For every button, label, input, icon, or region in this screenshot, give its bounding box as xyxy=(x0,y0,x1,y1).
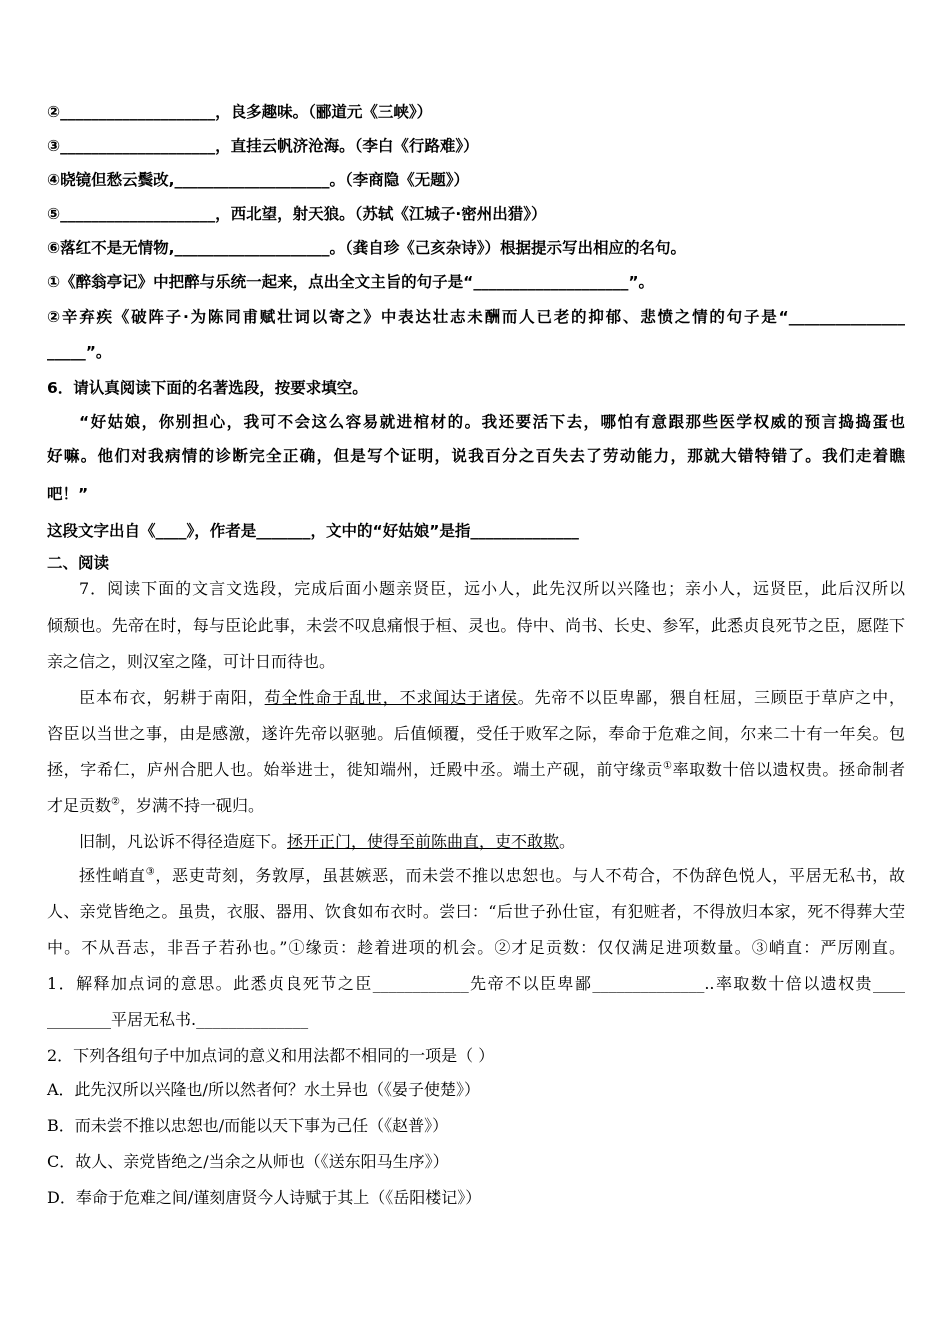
option-c: C．故人、亲党皆绝之/当余之从师也（《送东阳马生序》） xyxy=(47,1152,449,1171)
footnote-mark: ① xyxy=(662,760,673,772)
passage-line: 倾颓也。先帝在时，每与臣论此事，未尝不叹息痛恨于桓、灵也。侍中、尚书、长史、参军，此悉贞良死节之臣，愿陛下 xyxy=(47,616,905,635)
subquestion-1-line: 1．解释加点词的意思。此悉贞良死节之臣____________先帝不以臣卑鄙______________..率取数十倍以遗权贵____ xyxy=(47,974,905,993)
text: ，恶吏苛刻，务敦厚，虽甚嫉恶，而未尝不推以忠恕也。与人不苟合，不伪辞色悦人，平居无私书，故 xyxy=(155,866,905,885)
text: ，岁满不持一砚归。 xyxy=(119,796,264,815)
passage-line: 人、亲党皆绝之。虽贵，衣服、器用、饮食如布衣时。尝曰：“后世子孙仕宦，有犯赃者，不得放归本家，死不得葬大茔 xyxy=(47,902,905,921)
text: 。 xyxy=(559,832,576,851)
passage-line: 咨臣以当世之事，由是感激，遂许先帝以驱驰。后值倾覆，受任于败军之际，奉命于危难之间，尔来二十有一年矣。包 xyxy=(47,724,905,743)
passage-line: 好嘛。他们对我病情的诊断完全正确，但是写个证明，说我百分之百失去了劳动能力，那就大错特错了。我们走着瞧 xyxy=(47,447,905,465)
passage-line: 亲之信之，则汉室之隆，可计日而待也。 xyxy=(47,652,336,671)
subquestion-2-title: 2．下列各组句子中加点词的意义和用法都不相同的一项是（ ） xyxy=(47,1046,495,1065)
text: 率取数十倍以遗权贵。拯命制者 xyxy=(672,760,905,779)
footnote-mark: ③ xyxy=(145,866,156,878)
text: 臣本布衣，躬耕于南阳， xyxy=(79,688,265,707)
subquestion-1-line: ________平居无私书.______________ xyxy=(47,1010,309,1029)
footnote-mark: ② xyxy=(111,796,120,808)
recitation-item: ④晓镜但愁云鬓改,____________________。（李商隐《无题》） xyxy=(47,171,470,189)
passage-line: 吧！” xyxy=(47,485,89,503)
text: 才足贡数 xyxy=(47,796,112,815)
recitation-item: ⑤____________________，西北望，射天狼。（苏轼《江城子·密州出猎》） xyxy=(47,205,547,223)
recitation-item: _____”。 xyxy=(47,343,112,361)
passage-line xyxy=(47,759,905,781)
passage-line xyxy=(47,865,905,887)
underlined-sentence: 拯开正门，使得至前陈曲直，吏不敢欺 xyxy=(287,832,560,851)
text: 拯性峭直 xyxy=(79,866,146,885)
recitation-item: ⑥落红不是无情物,____________________。（龚自珍《己亥杂诗》）根据提示写出相应的名句。 xyxy=(47,239,687,257)
recitation-item: ②辛弃疾《破阵子·为陈同甫赋壮词以寄之》中表达壮志未酬而人已老的抑郁、悲愤之情的句子是“_______________ xyxy=(47,308,905,326)
option-a: A．此先汉所以兴隆也/所以然者何？水土异也（《晏子使楚》） xyxy=(47,1080,480,1099)
recitation-item: ①《醉翁亭记》中把醉与乐统一起来，点出全文主旨的句子是“____________________”。 xyxy=(47,273,654,291)
passage-line: “好姑娘，你别担心，我可不会这么容易就进棺材的。我还要活下去，哪怕有意跟那些医学权威的预言捣捣蛋也 xyxy=(79,413,905,431)
passage-line: 中。不从吾志，非吾子若孙也。”①缘贡：趁着进项的机会。②才足贡数：仅仅满足进项数量。③峭直：严厉刚直。 xyxy=(47,938,905,957)
passage-line xyxy=(47,687,905,709)
passage-line xyxy=(47,831,905,853)
question-6-title: 6．请认真阅读下面的名著选段，按要求填空。 xyxy=(47,379,368,397)
option-d: D．奉命于危难之间/谨刻唐贤今人诗赋于其上（《岳阳楼记》） xyxy=(47,1188,482,1207)
passage-line xyxy=(47,795,905,817)
option-b: B．而未尝不推以忠恕也/而能以天下事为己任（《赵普》） xyxy=(47,1116,449,1135)
question-6-fill: 这段文字出自《____》，作者是_______，文中的“好姑娘”是指______________ xyxy=(47,522,579,540)
text: 拯，字希仁，庐州合肥人也。始举进士，徙知端州，迁殿中丞。端土产砚，前守缘贡 xyxy=(47,760,663,779)
recitation-item: ②____________________，良多趣味。（郦道元《三峡》） xyxy=(47,103,433,121)
section-heading: 二、阅读 xyxy=(47,554,110,572)
text: 旧制，凡讼诉不得径造庭下。 xyxy=(79,832,288,851)
text: 。先帝不以臣卑鄙，猥自枉屈，三顾臣于草庐之中， xyxy=(517,688,905,707)
recitation-item: ③____________________，直挂云帆济沧海。（李白《行路难》） xyxy=(47,137,479,155)
passage-line: 7．阅读下面的文言文选段，完成后面小题亲贤臣，远小人，此先汉所以兴隆也；亲小人，远贤臣，此后汉所以 xyxy=(79,579,905,598)
underlined-sentence: 苟全性命于乱世，不求闻达于诸侯 xyxy=(264,688,518,707)
